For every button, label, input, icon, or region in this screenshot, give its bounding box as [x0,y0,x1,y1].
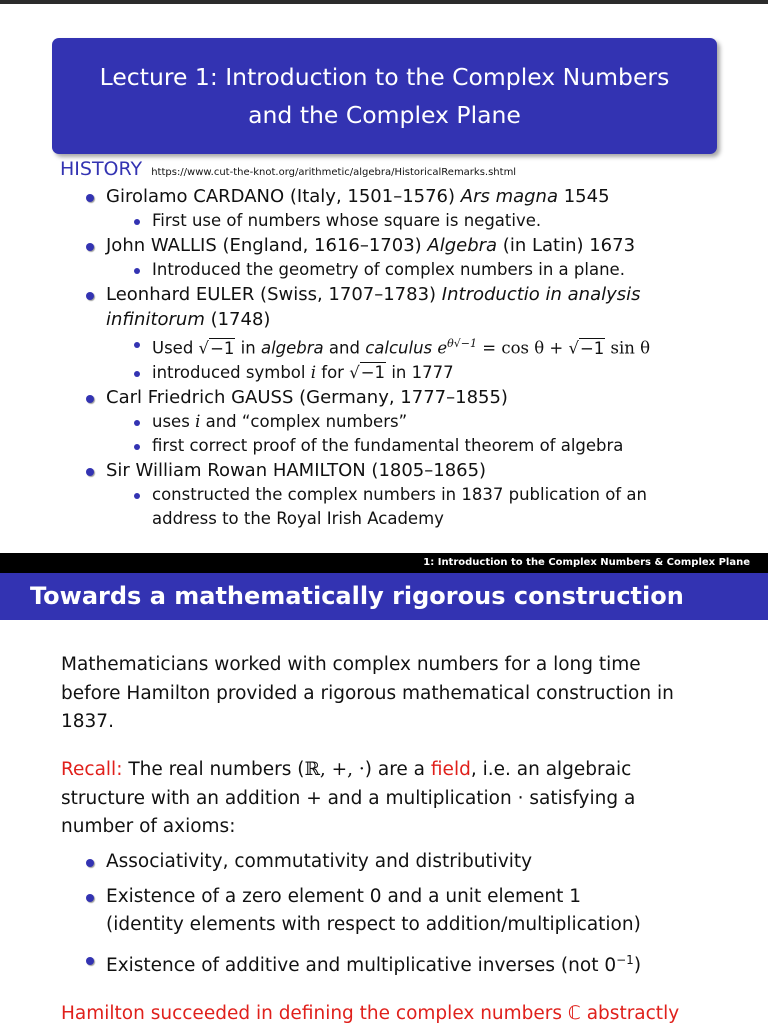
history-label: HISTORY [60,158,143,180]
list-item-gauss: Carl Friedrich GAUSS (Germany, 1777–1855) [84,385,744,410]
sub-item: First use of numbers whose square is negative. [84,209,744,233]
hamilton-statement: Hamilton succeeded in defining the complex numbers ℂ abstractly [61,1003,680,1024]
recall-label: Recall: [61,759,123,780]
list-item-euler: Leonhard EULER (Swiss, 1707–1783) Introductio in analysis infinitorum (1748) [84,282,744,332]
top-border [0,0,768,4]
slide-footer: 1: Introduction to the Complex Numbers & Complex Plane [0,553,768,573]
sub-item-symbol-i: introduced symbol i for √−1 in 1777 [84,361,744,385]
recall-paragraph: Recall: The real numbers (ℝ, +, ·) are a field, i.e. an algebraic structure with an addition + and a multiplication · satisfying a number of axioms: [61,759,636,837]
title-line-1: Lecture 1: Introduction to the Complex Numbers [99,63,670,91]
field-term: field [430,759,471,780]
frame-title: Towards a mathematically rigorous construction [0,573,768,620]
intro-paragraph: Mathematicians worked with complex numbers for a long time before Hamilton provided a rigorous mathematical construction in 1837. [61,654,674,732]
history-header [60,158,516,180]
list-item-cardano: Girolamo CARDANO (Italy, 1501–1576) Ars magna 1545 [84,184,744,209]
sub-item-euler-formula: Used √−1 in algebra and calculus $e^{\theta√-1} = \cos \theta + √-1$ sin θ [84,332,744,361]
list-item-wallis: John WALLIS (England, 1616–1703) Algebra (in Latin) 1673 [84,233,744,258]
sub-item: Introduced the geometry of complex numbers in a plane. [84,258,744,282]
axiom-item: Existence of additive and multiplicative inverses (not $0^{-1}$) [84,946,744,980]
history-list [84,184,744,531]
sub-item: first correct proof of the fundamental theorem of algebra [84,434,744,458]
axiom-item: Existence of a zero element 0 and a unit element 1 (identity elements with respect to addition/multiplication) [84,883,744,939]
list-item-hamilton: Sir William Rowan HAMILTON (1805–1865) [84,458,744,483]
sub-item: constructed the complex numbers in 1837 publication of an address to the Royal Irish Academy [84,483,744,531]
slide-title-box [52,38,717,154]
title-line-2: and the Complex Plane [248,101,521,129]
axiom-item: Associativity, commutativity and distributivity [84,848,744,876]
history-link[interactable]: https://www.cut-the-knot.org/arithmetic/algebra/HistoricalRemarks.shtml [151,167,517,178]
axioms-list [84,848,744,987]
sub-item: uses i and “complex numbers” [84,410,744,434]
